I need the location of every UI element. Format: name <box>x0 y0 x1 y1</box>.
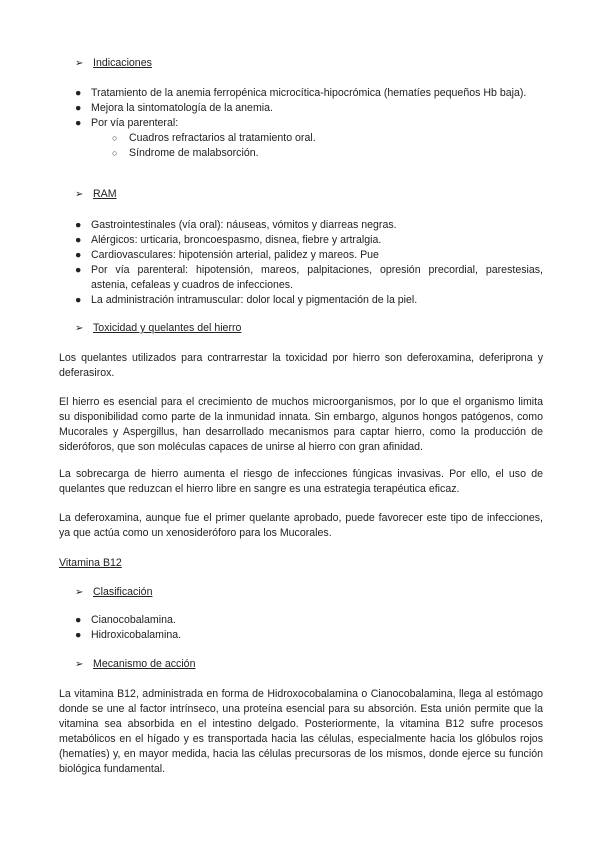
paragraph: Los quelantes utilizados para contrarrestar la toxicidad por hierro son deferoxamina, deferiprona y deferasirox. <box>59 352 543 379</box>
heading-text: Mecanismo de acción <box>93 658 196 670</box>
paragraph: La vitamina B12, administrada en forma de Hidroxocobalamina o Cianocobalamina, llega al estómago donde se une al factor intrínseco, una proteína esencial para su absorción. Esta unión permite que la vitamina sea absorbida en el intestino delgado. Posteriormente, la vitamina B12 sufre procesos metabólicos en el hígado y es transportada hacia las células, especialmente hacia los glóbulos rojos (hematíes) y, en mayor medida, hacia las células precursoras de los mismos, donde ejerce su función biológica fundamental. <box>59 688 543 775</box>
circle-bullet-icon: ○ <box>112 148 118 158</box>
bullet-icon: ● <box>75 294 82 306</box>
list-ram <box>59 218 543 308</box>
heading-text: Indicaciones <box>93 57 152 69</box>
section-heading-ram <box>75 187 117 202</box>
bullet-icon: ● <box>75 87 82 99</box>
arrow-icon: ➢ <box>75 659 84 670</box>
section-title-vitamina-b12: Vitamina B12 <box>59 557 122 569</box>
paragraph: La sobrecarga de hierro aumenta el riesgo de infecciones fúngicas invasivas. Por ello, el uso de quelantes que reduzcan el hierro libre en sangre es una estrategia terapéutica eficaz. <box>59 468 543 495</box>
arrow-icon: ➢ <box>75 58 84 69</box>
bullet-icon: ● <box>75 117 82 129</box>
list-item: ● La administración intramuscular: dolor local y pigmentación de la piel. <box>75 294 418 306</box>
bullet-icon: ● <box>75 234 82 246</box>
heading-text: Clasificación <box>93 586 153 598</box>
section-heading-toxicidad <box>75 321 241 336</box>
section-heading-indicaciones <box>75 56 152 71</box>
heading-text: RAM <box>93 188 117 200</box>
list-item: ● Cardiovasculares: hipotensión arterial, palidez y mareos. Pue <box>75 249 379 261</box>
bullet-icon: ● <box>75 629 82 641</box>
bullet-icon: ● <box>75 219 82 231</box>
section-heading-mecanismo <box>75 657 195 672</box>
section-heading-clasificacion <box>75 585 152 600</box>
list-item: ● Tratamiento de la anemia ferropénica microcítica-hipocrómica (hematíes pequeños Hb baja). <box>75 87 527 99</box>
arrow-icon: ➢ <box>75 323 84 334</box>
arrow-icon: ➢ <box>75 587 84 598</box>
arrow-icon: ➢ <box>75 189 84 200</box>
list-item: ● Alérgicos: urticaria, broncoespasmo, disnea, fiebre y artralgia. <box>75 234 382 246</box>
circle-bullet-icon: ○ <box>112 133 118 143</box>
bullet-icon: ● <box>75 614 82 626</box>
sub-list-item: ○ Síndrome de malabsorción. <box>112 147 259 159</box>
list-item: ● Por vía parenteral: hipotensión, mareos, palpitaciones, opresión precordial, parestesias, astenia, cefaleas y cuadros de infecciones. <box>75 264 543 291</box>
paragraph: La deferoxamina, aunque fue el primer quelante aprobado, puede favorecer este tipo de infecciones, ya que actúa como un xenosideróforo para los Mucorales. <box>59 512 543 539</box>
bullet-icon: ● <box>75 264 82 276</box>
sub-list-item: ○ Cuadros refractarios al tratamiento oral. <box>112 132 316 144</box>
list-item: ● Gastrointestinales (vía oral): náuseas, vómitos y diarreas negras. <box>75 219 397 231</box>
list-item: ● Por vía parenteral: <box>75 117 179 129</box>
list-item: ● Hidroxicobalamina. <box>75 629 182 641</box>
heading-text: Toxicidad y quelantes del hierro <box>93 322 242 334</box>
list-item: ● Cianocobalamina. <box>75 614 176 626</box>
list-item: ● Mejora la sintomatología de la anemia. <box>75 102 273 114</box>
bullet-icon: ● <box>75 249 82 261</box>
bullet-icon: ● <box>75 102 82 114</box>
list-clasificacion <box>59 613 543 643</box>
list-indicaciones <box>59 86 543 161</box>
paragraph: El hierro es esencial para el crecimiento de muchos microorganismos, por lo que el organismo limita su disponibilidad como parte de la inmunidad innata. Sin embargo, algunos hongos patógenos, como Mucorales y Aspergillus, han desarrollado mecanismos para captar hierro, como la producción de sideróforos, que son moléculas capaces de unirse al hierro con gran afinidad. <box>59 396 543 453</box>
